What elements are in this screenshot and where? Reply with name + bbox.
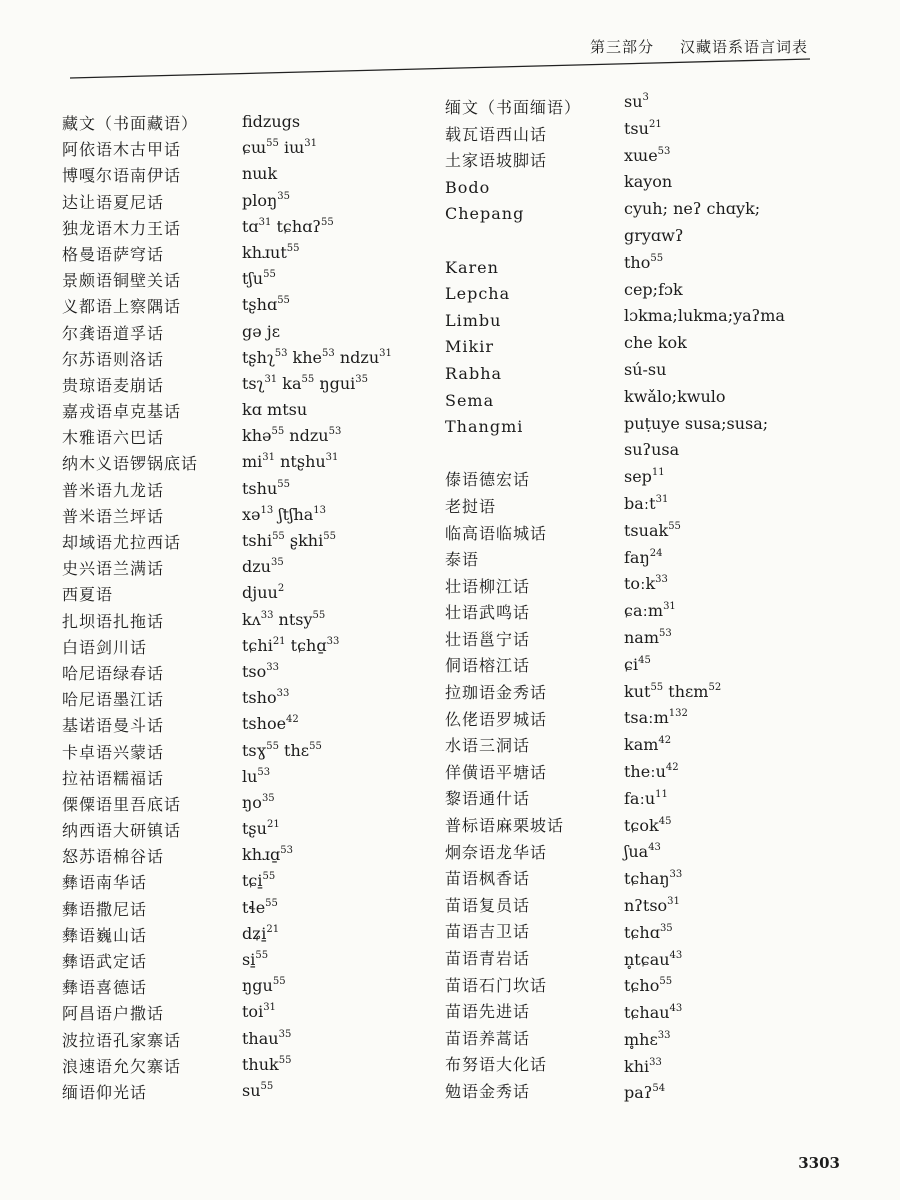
left-language-names [62,116,198,1111]
word-form: $su^{55}$ [242,1080,274,1100]
language-name: 拉珈语金秀话 [445,683,548,703]
language-name: Lepcha [445,284,511,304]
language-name: 泰语 [445,550,480,570]
word-form: tʃu$^{55}$ [242,269,276,289]
word-form: suʔusa [624,440,680,460]
language-name: 勉语金秀话 [445,1081,531,1101]
language-name: 彝语喜德话 [62,978,148,998]
word-form: tsɣ$^{55}$ thɛ$^{55}$ [242,740,322,760]
language-name: 傈僳语里吾底话 [62,794,182,814]
word-form: ɕi$^{45}$ [624,654,651,674]
language-name: 木雅语六巴话 [62,428,165,448]
word-form: kwǎlo;kwulo [624,386,726,406]
word-form: nʔtso$^{31}$ [624,895,680,915]
word-form: tɕhi$^{21}$ tɕhɑ̱$^{33}$ [242,635,340,655]
language-name: 苗语石门坎话 [445,975,548,995]
word-form: tso$^{33}$ [242,661,280,681]
running-header [590,36,808,57]
word-form: khi$^{33}$ [624,1056,662,1076]
language-name: 普标语麻栗坡话 [445,816,565,836]
word-form: kɑ mtsu [242,400,308,420]
language-name: 缅文（书面缅语） [445,98,582,117]
word-form: tʂhɑ$^{55}$ [242,295,290,315]
language-name: 彝语武定话 [62,952,148,971]
language-name: 景颇语铜壁关话 [62,271,182,291]
word-form: tɕhaŋ$^{33}$ [624,869,683,889]
language-name: 怒苏语棉谷话 [62,847,165,867]
language-name: 布努语大化话 [445,1055,548,1075]
word-form: xɯe$^{53}$ [624,145,671,165]
language-name: Thangmi [445,417,524,437]
language-name: 浪速语允欠寨话 [62,1056,182,1076]
word-form: n̥tɕau$^{43}$ [624,949,683,969]
language-name [445,446,581,473]
language-name: 壮语武鸣话 [445,603,531,623]
word-form: ploŋ$^{35}$ [242,190,291,210]
word-form: toːk$^{33}$ [624,574,668,594]
language-name: 壮语柳江话 [445,576,531,596]
language-name: 白语剑川话 [62,637,148,657]
language-name: Sema [445,390,495,410]
word-form: che kok [624,333,687,353]
word-form: tshoe$^{42}$ [242,714,299,734]
word-form: sú-su [624,359,667,379]
language-name: 彝语撒尼话 [62,899,148,919]
word-form: $mi^{31}$ ntʂhu$^{31}$ [242,452,339,472]
language-name: 嘉戎语卓克基话 [62,402,182,422]
word-form: lɔkma;lukma;yaʔma [624,306,785,326]
language-name: 仫佬语罗城话 [445,709,548,729]
word-form: $lu^{53}$ [242,766,271,786]
word-form: si̱$^{55}$ [242,950,269,969]
word-form: khə$^{55}$ ndzu$^{53}$ [242,426,342,446]
language-name: 临高语临城话 [445,523,548,543]
language-name: 苗语先进话 [445,1002,531,1022]
word-form: tshi$^{55}$ ʂkhi$^{55}$ [242,531,336,550]
language-name: 却域语尤拉西话 [62,533,182,552]
language-name: 达让语夏尼话 [62,192,165,212]
word-form: thau$^{35}$ [242,1028,292,1048]
word-form: djuu$^2$ [242,583,285,603]
word-form: dʑi̱$^{21}$ [242,923,280,943]
language-name: 佯僙语平塘话 [445,762,548,782]
language-name: 尔苏语则洛话 [62,349,165,369]
word-form: tsʅ$^{31}$ $ka^{55}$ ŋgui$^{35}$ [242,373,369,393]
right-language-names [445,100,581,1111]
language-name: 土家语坡脚话 [445,151,548,171]
word-form: nam$^{53}$ [624,627,672,647]
word-form: tɕi̱$^{55}$ [242,871,276,891]
word-form: tsho$^{33}$ [242,688,290,708]
language-name: 阿依语木古甲话 [62,140,182,160]
language-name: 苗语复员话 [445,895,531,915]
language-name: 黎语通什话 [445,789,531,809]
language-name: 壮语邕宁话 [445,629,531,649]
word-form: tɑ$^{31}$ tɕhɑʔ$^{55}$ [242,216,334,236]
word-form: tsu$^{21}$ [624,118,662,138]
language-name: 卡卓语兴蒙话 [62,742,165,762]
language-name [445,233,581,260]
word-form: tsuak$^{55}$ [624,520,681,540]
word-form: tɕhɑ$^{35}$ [624,922,673,942]
language-name: Mikir [445,337,494,357]
word-form: kayon [624,172,673,192]
word-form: khɹut$^{55}$ [242,242,300,262]
word-form: tshu$^{55}$ [242,478,290,498]
word-form: dzu$^{35}$ [242,557,284,577]
language-name: Rabha [445,363,503,383]
word-form: cyuh; neʔ chɑyk; [624,199,761,219]
word-form: $ŋo^{35}$ [242,792,275,812]
word-form: tʂhʅ$^{53}$ khe$^{53}$ ndzu$^{31}$ [242,347,392,367]
right-word-forms [624,94,785,1112]
word-form: gryɑwʔ [624,225,684,245]
language-name: 傣语德宏话 [445,470,531,490]
language-name: 哈尼语绿春话 [62,663,165,683]
word-form: puṭuye susa;susa; [624,413,769,433]
word-form: ŋgu$^{55}$ [242,976,286,996]
word-form: khɹɑ̱$^{53}$ [242,845,293,865]
language-name: 苗语枫香话 [445,869,531,889]
language-name: Chepang [445,204,525,224]
header-rule [70,58,810,82]
word-form: tɬe$^{55}$ [242,897,278,917]
language-name: Bodo [445,177,491,197]
language-name: 纳木义语锣锅底话 [62,454,199,474]
language-name: 苗语青岩话 [445,949,531,968]
language-name: 苗语养蒿话 [445,1028,531,1048]
language-name: 纳西语大研镇话 [62,821,182,841]
language-name: 西夏语 [62,585,114,605]
left-word-forms [242,114,392,1109]
word-form: tɕho$^{55}$ [624,976,673,996]
word-form: xə$^{13}$ ʃtʃha$^{13}$ [242,504,327,524]
word-form: baːt$^{31}$ [624,493,669,513]
language-name: 普米语兰坪话 [62,506,165,526]
word-form: gə jɛ [242,321,281,341]
word-form: theːu$^{42}$ [624,761,679,781]
language-name: 缅语仰光话 [62,1082,148,1102]
word-form: thuk$^{55}$ [242,1054,292,1074]
word-form: cep;fɔk [624,279,683,299]
word-form: kut$^{55}$ thɛm$^{52}$ [624,681,722,701]
header-section: 第三部分 [589,38,654,56]
language-name: 侗语榕江话 [445,656,531,676]
word-form: $su^3$ [624,92,649,111]
language-name: 苗语吉卫话 [445,922,531,942]
language-name: 基诺语曼斗话 [62,716,165,736]
word-form: fidzugs [242,112,301,131]
word-form: toi$^{31}$ [242,1002,276,1022]
word-form: tɕok$^{45}$ [624,815,672,835]
word-form: ɕɯ$^{55}$ iɯ$^{31}$ [242,138,317,158]
word-form: faŋ$^{24}$ [624,547,663,567]
language-name: 水语三洞话 [445,736,531,756]
word-form: kʌ$^{33}$ ntsy$^{55}$ [242,609,326,629]
word-form: m̥hɛ$^{33}$ [624,1029,671,1049]
word-form: ɕaːm$^{31}$ [624,601,676,621]
language-name: 博嘎尔语南伊话 [62,166,182,186]
word-form: paʔ$^{54}$ [624,1083,666,1103]
language-name: Karen [445,257,499,277]
page-number: 3303 [798,1154,840,1172]
language-name: 尔龚语道孚话 [62,323,165,343]
word-form: tho$^{55}$ [624,252,664,272]
language-name: 波拉语孔家寨话 [62,1030,182,1050]
language-name: 载瓦语西山话 [445,124,548,144]
language-name: 史兴语兰满话 [62,559,165,579]
language-name: 炯奈语龙华话 [445,842,548,862]
language-name: 老挝语 [445,496,497,516]
word-form: tʂu$^{21}$ [242,819,280,839]
word-form: tsaːm$^{132}$ [624,708,688,728]
language-name: 扎坝语扎拖话 [62,611,165,631]
language-name: 彝语巍山话 [62,925,148,945]
header-title: 汉藏语系语言词表 [679,38,808,56]
word-form: faːu$^{11}$ [624,788,668,808]
language-name: 贵琼语麦崩话 [62,375,165,395]
language-name: 哈尼语墨江话 [62,690,165,710]
language-name: 义都语上察隅话 [62,297,182,317]
word-form: ʃua$^{43}$ [624,842,661,862]
language-name: 阿昌语户撒话 [62,1004,165,1024]
language-name: 普米语九龙话 [62,480,165,500]
language-name: 拉祜语糯福话 [62,768,165,788]
word-form: kam$^{42}$ [624,735,672,755]
word-form: tɕhau$^{43}$ [624,1003,683,1023]
language-name: 格曼语萨穹话 [62,244,165,264]
language-name: 独龙语木力王话 [62,218,182,238]
word-form: nɯk [242,164,278,184]
language-name: 藏文（书面藏语） [62,114,199,133]
language-name: 彝语南华话 [62,873,148,893]
word-form: sep$^{11}$ [624,467,665,487]
language-name: Limbu [445,310,502,330]
